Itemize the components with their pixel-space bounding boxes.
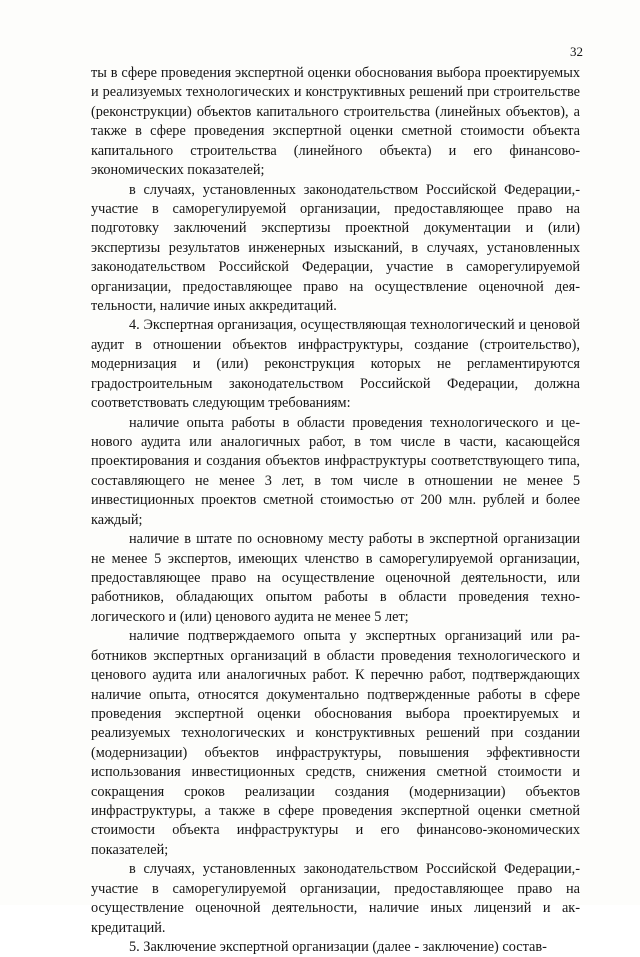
paragraph-confirmed-experience: наличие подтверждаемого опыта у экспертных организаций или работников экспертных организаций в области проведения технологического и ценового аудита или аналогичных работ. К перечню работ, подтверждающих наличие опыта, относятся документально подтвержденные работы в сфере проведения экспертной оценки обоснования выбора проектируемых и реализуемых технологических и конструктивных решений при создании (модернизации) объектов инфраструктуры, повышения эффективности использования инвестиционных средств, снижения сметной стоимости и сокращения сроков реализации создания (модернизации) объектов инфраструктуры, а также в сфере проведения экспертной оценки сметной стоимости объекта инфраструктуры и его финансово-экономических показателей; (91, 628, 580, 858)
paragraph-item-5: 5. Заключение экспертной организации (далее - заключение) состав- (129, 938, 547, 955)
paragraph-work-experience: наличие опыта работы в области проведения технологического и ценового аудита или аналогичных работ, в том числе в части, касающейся проектирования и создания объектов инфраструктуры соответствующего типа, составляющего не менее 3 лет, в том числе в отношении не менее 5 инвестиционных проектов сметной стоимостью от 200 млн. рублей и более каждый; (91, 414, 580, 528)
page-number: 32 (570, 44, 583, 59)
document-body (91, 64, 580, 957)
paragraph-staff-experts: наличие в штате по основному месту работы в экспертной организации не менее 5 экспертов, имеющих членство в саморегулируемой организации, предоставляющее право на осуществление оценочной деятельности, или работников, обладающих опытом работы в области проведения технологического и (или) ценового аудита не менее 5 лет; (91, 531, 580, 625)
paragraph-continuation: ты в сфере проведения экспертной оценки обоснования выбора проектируемых и реализуемых технологических и конструктивных решений при строительстве (реконструкции) объектов капитального строительства (линейных объектов), а также в сфере проведения экспертной оценки сметной стоимости объекта капитального строительства (линейного объекта) и его финансово-экономических показателей; (91, 65, 580, 179)
paragraph-sro-participation: в случаях, установленных законодательством Российской Федерации,- участие в саморегулируемой организации, предоставляющее право на подготовку заключений экспертизы проектной документации и (или) экспертизы результатов инженерных изысканий, в случаях, установленных законодательством Российской Федерации, участие в саморегулируемой организации, предоставляющее право на осуществление оценочной деятельности, наличие иных аккредитаций. (91, 181, 580, 315)
paragraph-item-4: 4. Экспертная организация, осуществляющая технологический и ценовой аудит в отношении объектов инфраструктуры, создание (строительство), модернизация и (или) реконструкция которых не регламентируются градостроительным законодательством Российской Федерации, должна соответствовать следующим требованиям: (91, 317, 580, 412)
paragraph-sro-licenses: в случаях, установленных законодательством Российской Федерации,- участие в саморегулируемой организации, предоставляющее право на осуществление оценочной деятельности, наличие иных лицензий и аккредитаций. (91, 861, 580, 936)
